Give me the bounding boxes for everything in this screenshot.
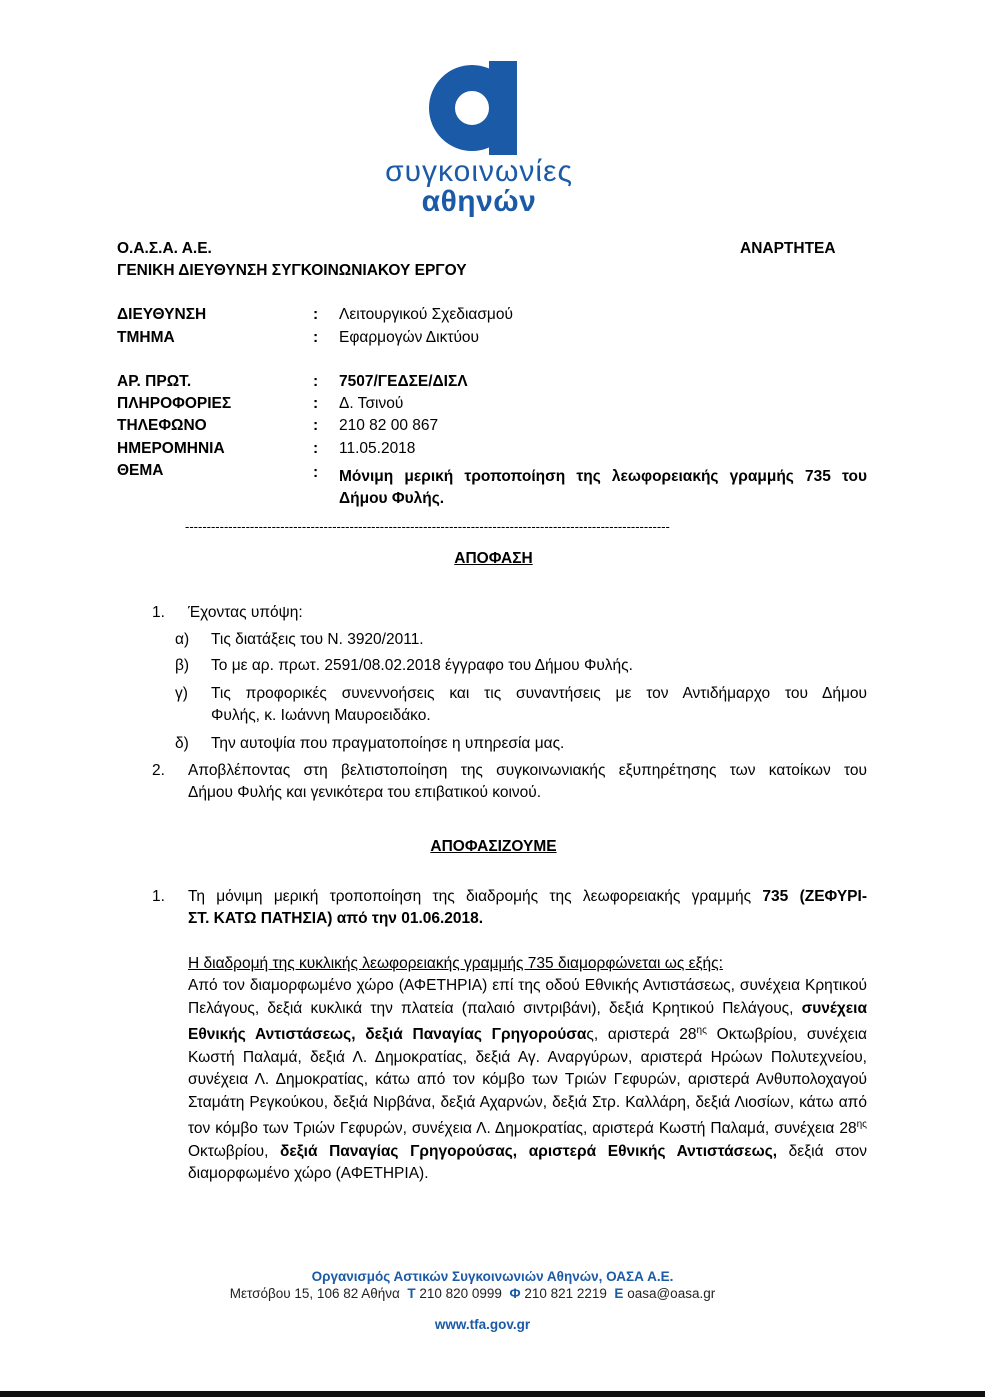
sub-item-text: Τις προφορικές συνεννοήσεις και τις συναντήσεις με τον Αντιδήμαρχο του Δήμου (211, 685, 867, 702)
phone-label: ΤΗΛΕΦΩΝΟ (117, 417, 207, 434)
sub-item-mark: β) (175, 657, 190, 674)
field-colon: : (313, 329, 319, 346)
footer-address: Μετσόβου 15, 106 82 Αθήνα (229, 1286, 400, 1301)
route-description (188, 975, 867, 1186)
sub-item-mark: α) (175, 631, 190, 648)
logo-wordmark-top: συγκοινωνίες (385, 155, 573, 188)
sub-item-text: Τις διατάξεις του Ν. 3920/2011. (211, 631, 424, 648)
route-text: Οκτωβρίου, (188, 1142, 280, 1160)
issuer-division: ΓΕΝΙΚΗ ΔΙΕΥΘΥΝΣΗ ΣΥΓΚΟΙΝΩΝΙΑΚΟΥ ΕΡΓΟΥ (117, 262, 467, 279)
sub-item-text: Την αυτοψία που πραγματοποίησε η υπηρεσία μας. (211, 735, 565, 752)
footer-org: Οργανισμός Αστικών Συγκοινωνιών Αθηνών, ΟΑΣΑ Α.Ε. (311, 1269, 674, 1284)
decision-title: ΑΠΟΦΑΣΗ (454, 550, 533, 567)
footer-website[interactable]: www.tfa.gov.gr (434, 1317, 531, 1332)
route-text: Οκτωβρίου, συνέχεια Κωστή Παλαμά, δεξιά Λ. Δημοκρατίας, δεξιά Αγ. Αναργύρων, αριστερά Ηρώων Πολυτεχνείου, συνέχεια Λ. Δημοκρατίας, κάτω από τον κόμβο των Τριών Γεφυρών, αριστερά Ανθυπολοχαγού Σταμάτη Ρεγκούκου, δεξιά Νιρβάνα, δεξιά Αχαρνών, δεξιά Στρ. Καλλάρη, δεξιά Λιοσίων, κάτω από τον κόμβο των Τριών Γεφυρών, συνέχεια Λ. Δημοκρατίας, αριστερά Κωστή Παλαμά, συνέχεια 28 (188, 1026, 867, 1138)
issuer-org: Ο.Α.Σ.Α. Α.Ε. (117, 240, 212, 257)
decision-line-2: ΣΤ. ΚΑΤΩ ΠΑΤΗΣΙΑ) από την 01.06.2018. (188, 910, 484, 927)
directorate-value: Λειτουργικού Σχεδιασμού (339, 306, 513, 323)
route-text: δεξιά στον διαμορφωμένο χώρο (ΑΦΕΤΗΡΙΑ). (188, 1142, 867, 1183)
decide-title: ΑΠΟΦΑΣΙΖΟΥΜΕ (430, 838, 557, 855)
route-text-bold: δεξιά Παναγίας Γρηγορούσας, αριστερά Εθνικής Αντιστάσεως, (280, 1142, 778, 1160)
route-text: Από τον διαμορφωμένο χώρο (ΑΦΕΤΗΡΙΑ) επί της οδού Εθνικής Αντιστάσεως, συνέχεια Κρητικού Πελάγους, δεξιά κυκλικά την πλατεία (παλαιό σιντριβάνι), δεξιά Κρητικού Πελάγους, (188, 977, 867, 1017)
protocol-value: 7507/ΓΕΔΣΕ/ΔΙΣΛ (339, 373, 468, 390)
route-heading: Η διαδρομή της κυκλικής λεωφορειακής γραμμής 735 διαμορφώνεται ως εξής: (188, 955, 723, 972)
department-label: ΤΜΗΜΑ (117, 329, 175, 346)
sub-item-mark: δ) (175, 735, 189, 752)
field-colon: : (313, 373, 319, 390)
footer-contact (0, 1286, 945, 1301)
footer-phone: 210 820 0999 (419, 1286, 502, 1301)
subject-line-2: Δήμου Φυλής. (339, 490, 445, 507)
decision-number: 1. (152, 888, 165, 905)
ordinal-suffix: ης (856, 1119, 867, 1131)
footer-fax: 210 821 2219 (524, 1286, 607, 1301)
ordinal-suffix: ης (696, 1025, 707, 1036)
phone-value: 210 82 00 867 (339, 417, 439, 434)
field-colon: : (313, 395, 319, 412)
field-colon: : (313, 417, 319, 434)
field-colon: : (313, 464, 319, 481)
phone-key: T (407, 1286, 416, 1301)
consideration-text: Έχοντας υπόψη: (188, 604, 303, 621)
sub-item-mark: γ) (175, 685, 188, 702)
info-value: Δ. Τσινού (339, 395, 404, 412)
directorate-label: ΔΙΕΥΘΥΝΣΗ (117, 306, 207, 323)
consideration-number: 1. (152, 604, 165, 621)
sub-item-text: Το με αρ. πρωτ. 2591/08.02.2018 έγγραφο του Δήμου Φυλής. (211, 657, 633, 674)
sub-item-text-cont: Φυλής, κ. Ιωάννη Μαυροειδάκο. (211, 707, 431, 724)
email-key: E (614, 1286, 624, 1301)
department-value: Εφαρμογών Δικτύου (339, 329, 480, 346)
alpha-symbol-icon (428, 55, 520, 155)
field-colon: : (313, 440, 319, 457)
consideration-number: 2. (152, 762, 165, 779)
subject-line-1: Μόνιμη μερική τροποποίηση της λεωφορειακής γραμμής 735 του (339, 468, 867, 485)
subject-label: ΘΕΜΑ (117, 462, 164, 479)
date-label: ΗΜΕΡΟΜΗΝΙΑ (117, 440, 225, 457)
info-label: ΠΛΗΡΟΦΟΡΙΕΣ (117, 395, 232, 412)
route-text-bold: συνέχεια Εθνικής Αντιστάσεως, δεξιά Παναγίας Γρηγορούσα (188, 999, 867, 1044)
date-value: 11.05.2018 (339, 440, 416, 457)
consideration-text-cont: Δήμου Φυλής και γενικότερα του επιβατικού κοινού. (188, 784, 542, 801)
route-text: ς, αριστερά 28 (586, 1026, 697, 1044)
field-colon: : (313, 306, 319, 323)
separator-line: ---------------------------------------------------------------------------------------------------------------- (185, 519, 670, 534)
decision-line-1-text: Τη μόνιμη μερική τροποποίηση της διαδρομής της λεωφορειακής γραμμής (188, 888, 763, 905)
posting-label: ΑΝΑΡΤΗΤΕΑ (740, 240, 836, 257)
page-bottom-edge (0, 1391, 985, 1397)
logo-wordmark-bottom: αθηνών (421, 185, 537, 218)
consideration-text: Αποβλέποντας στη βελτιστοποίηση της συγκοινωνιακής εξυπηρέτησης των κατοίκων του (188, 762, 867, 779)
decision-line-1 (188, 888, 867, 906)
decision-line-1-route: 735 (ΖΕΦΥΡΙ- (762, 888, 867, 905)
footer-email: oasa@oasa.gr (627, 1286, 716, 1301)
protocol-label: ΑΡ. ΠΡΩΤ. (117, 373, 192, 390)
fax-key: Φ (509, 1286, 521, 1301)
